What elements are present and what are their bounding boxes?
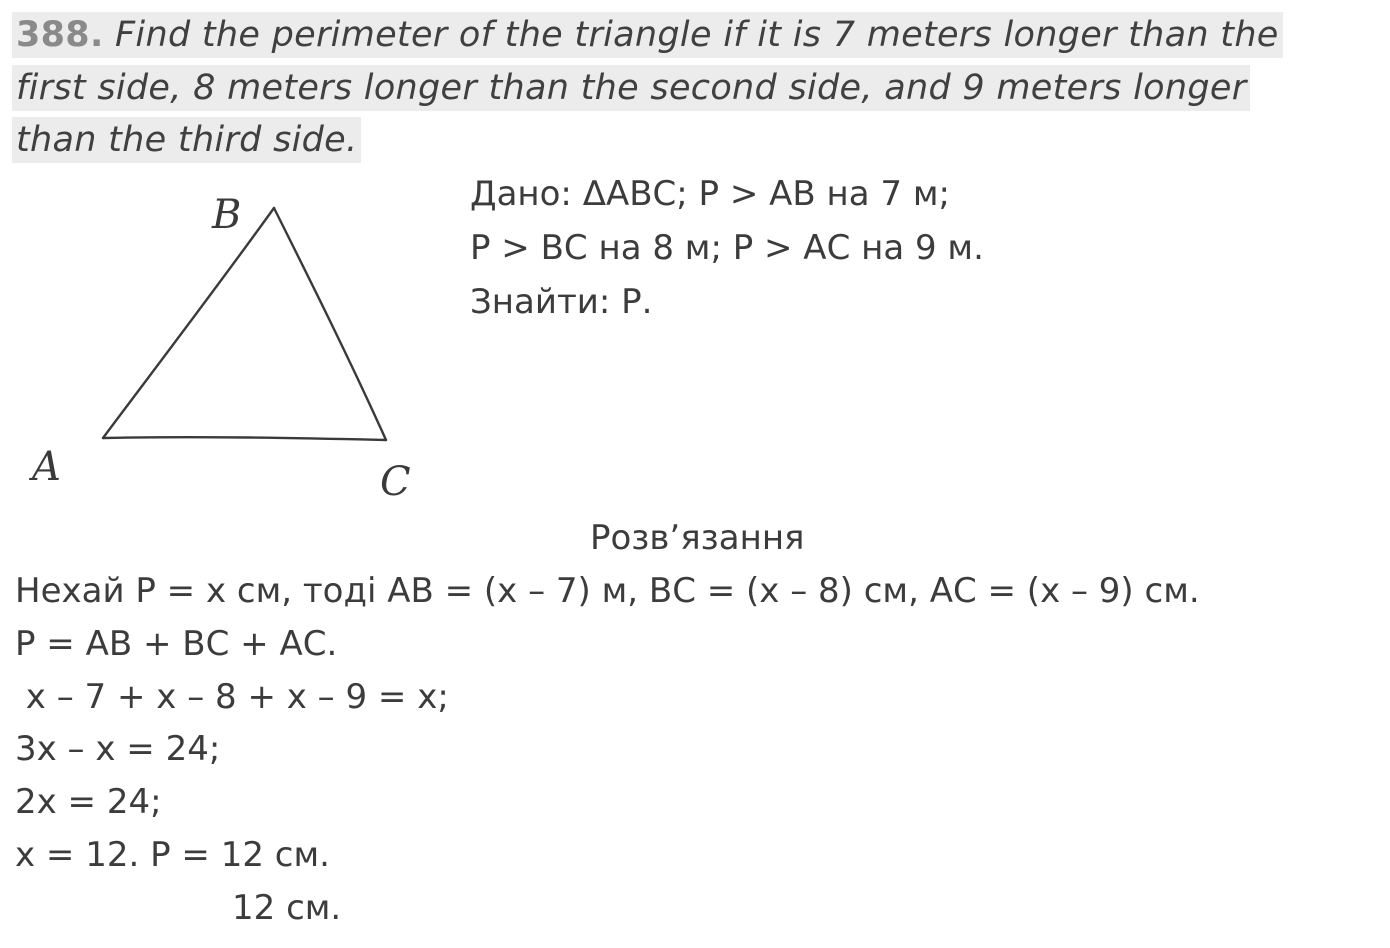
given-line-3: Знайти: Р. xyxy=(470,282,653,322)
solution-line-4: 3х – х = 24; xyxy=(15,729,221,769)
problem-number: 388. xyxy=(16,15,104,55)
vertex-label-c: C xyxy=(380,459,411,505)
solution-line-2: Р = АВ + ВС + АС. xyxy=(15,624,338,664)
problem-statement-line-2: first side, 8 meters longer than the second side, and 9 meters longer xyxy=(12,65,1250,111)
triangle-side-ab xyxy=(103,208,274,438)
solution-line-6: х = 12. Р = 12 см. xyxy=(15,835,330,875)
answer-text: 12 см. xyxy=(232,888,342,928)
solution-line-1: Нехай Р = х см, тоді АВ = (х – 7) м, ВС = (х – 8) см, АС = (х – 9) см. xyxy=(15,571,1200,611)
solution-heading: Розв’язання xyxy=(590,518,805,558)
problem-statement-line-1 xyxy=(12,12,1283,58)
given-line-2: Р > ВС на 8 м; Р > АС на 9 м. xyxy=(470,228,984,268)
problem-statement-line-3: than the third side. xyxy=(12,117,361,163)
triangle-side-bc xyxy=(274,208,386,440)
solution-line-5: 2х = 24; xyxy=(15,782,162,822)
solution-line-3: х – 7 + х – 8 + х – 9 = х; xyxy=(15,677,449,717)
given-line-1: Дано: ΔАВС; Р > АВ на 7 м; xyxy=(470,174,950,214)
triangle-side-ac xyxy=(103,437,386,440)
vertex-label-b: B xyxy=(212,192,242,238)
triangle-figure xyxy=(0,170,460,510)
vertex-label-a: A xyxy=(32,444,61,490)
problem-text-1: Find the perimeter of the triangle if it is 7 meters longer than the xyxy=(115,15,1279,55)
